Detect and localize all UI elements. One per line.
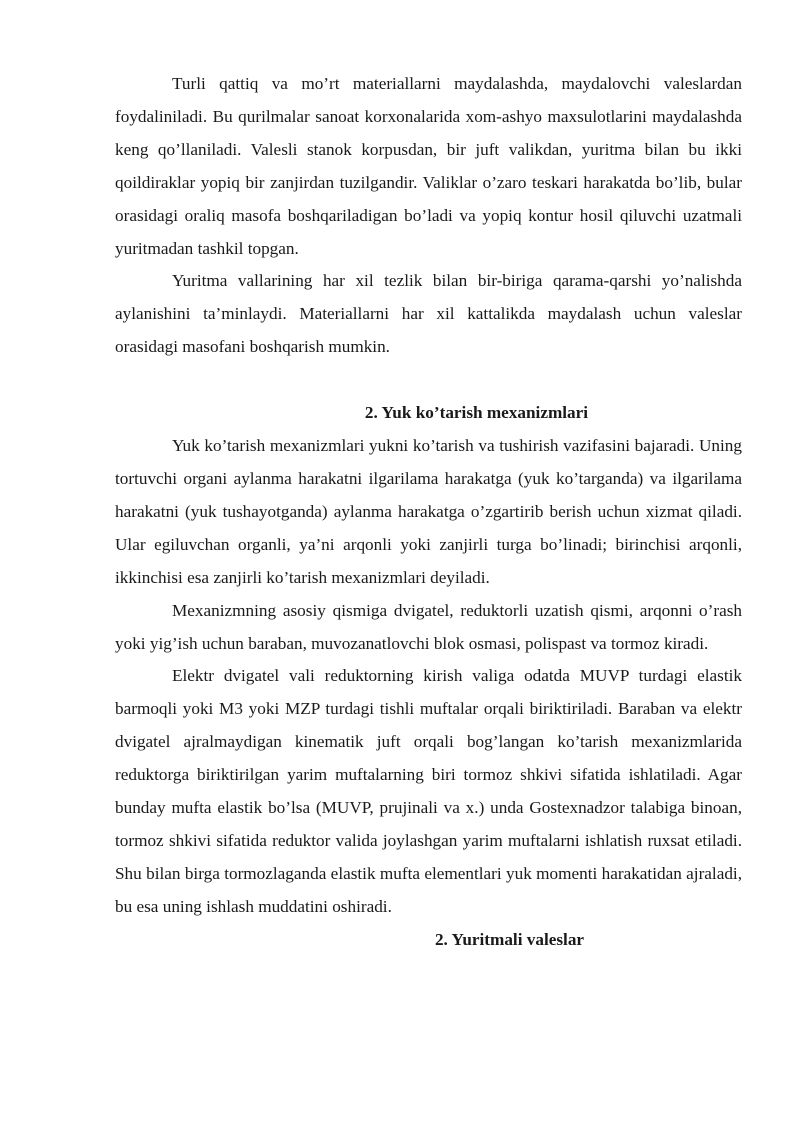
paragraph: Elektr dvigatel vali reduktorning kirish valiga odatda MUVP turdagi elastik barmoqli yoki M3 yoki MZP turdagi tishli muftalar orqali biriktiriladi. Baraban va elektr dvigatel ajralmaydigan kinematik juft orqali bog’langan ko’tarish mexanizmlarida reduktorga biriktirilgan yarim muftalarning biri tormoz shkivi sifatida ishlatiladi. Agar bunday mufta elastik bo’lsa (MUVP, prujinali va x.) unda Gostexnadzor talabiga binoan, tormoz shkivi sifatida reduktor valida joylashgan yarim muftalarni ishlatish ruxsat etiladi. Shu bilan birga tormozlaganda elastik mufta elementlari yuk momenti harakatidan ajraladi, bu esa uning ishlash muddatini oshiradi. <box>115 666 742 916</box>
paragraph: Turli qattiq va mo’rt materiallarni maydalashda, maydalovchi valeslardan foydaliniladi. Bu qurilmalar sanoat korxonalarida xom-ashyo maxsulotlarini maydalashda keng qo’llaniladi. Valesli stanok korpusdan, bir juft valikdan, yuritma bilan bu ikki qoildiraklar yopiq bir zanjirdan tuzilgandir. Valiklar o’zaro teskari harakatda bo’lib, bular orasidagi oraliq masofa boshqariladigan bo’ladi va yopiq kontur hosil qiluvchi uzatmali yuritmadan tashkil topgan. <box>115 74 742 258</box>
paragraph: Mexanizmning asosiy qismiga dvigatel, reduktorli uzatish qismi, arqonni o’rash yoki yig’ish uchun baraban, muvozanatlovchi blok osmasi, polispast va tormoz kiradi. <box>115 600 742 653</box>
document-page <box>115 68 742 957</box>
section-heading: 2. Yuritmali valeslar <box>434 929 585 949</box>
paragraph: Yuritma vallarining har xil tezlik bilan bir-biriga qarama-qarshi yo’nalishda aylanishini ta’minlaydi. Materiallarni har xil kattalikda maydalash uchun valeslar orasidagi masofani boshqarish mumkin. <box>115 271 742 357</box>
spacer <box>115 364 742 397</box>
section-heading: 2. Yuk ko’tarish mexanizmlari <box>364 403 589 423</box>
paragraph: Yuk ko’tarish mexanizmlari yukni ko’tarish va tushirish vazifasini bajaradi. Uning tortuvchi organi aylanma harakatni ilgarilama harakatga (yuk ko’targanda) va ilgarilama harakatni (yuk tushayotganda) aylanma harakatga o’zgartirib berish uchun xizmat qiladi. Ular egiluvchan organli, ya’ni arqonli yoki zanjirli turga bo’linadi; birinchisi arqonli, ikkinchisi esa zanjirli ko’tarish mexanizmlari deyiladi. <box>115 436 742 587</box>
